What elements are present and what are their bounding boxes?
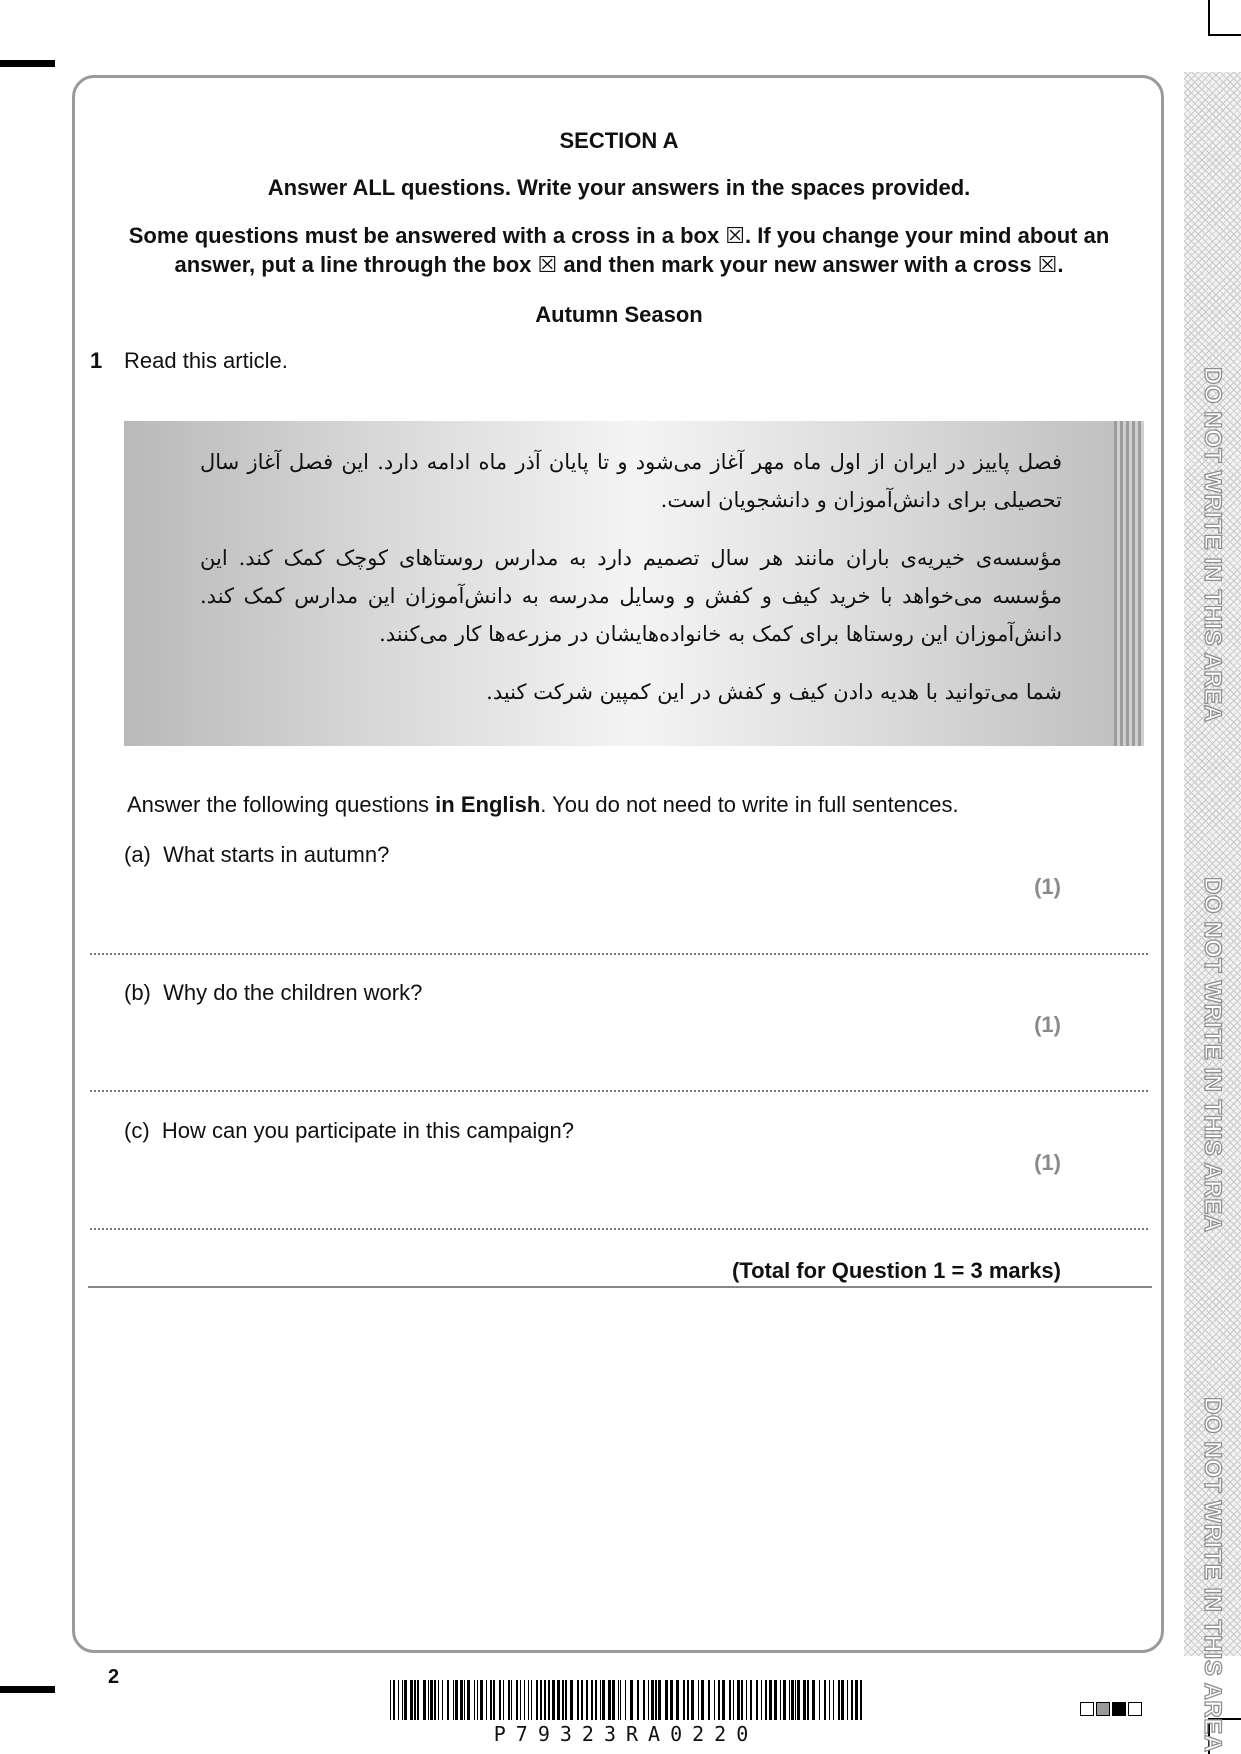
instruction-before: Answer the following questions — [127, 792, 436, 817]
total-rule — [88, 1286, 1152, 1288]
section-title: SECTION A — [559, 128, 679, 153]
crop-mark-top-left — [0, 60, 55, 67]
barcode — [390, 1680, 862, 1720]
barcode-bar — [581, 1680, 583, 1720]
barcode-bar — [608, 1680, 611, 1720]
barcode-bar — [524, 1680, 525, 1720]
article-paragraph-1: فصل پاییز در ایران از اول ماه مهر آغاز می‌شود و تا پایان آذر ماه ادامه دارد. این فصل آغاز سال تحصیلی برای دانش‌آموزان و دانشجویان است. — [200, 450, 1062, 512]
barcode-bar — [434, 1680, 436, 1720]
instruction-answer-all: Answer ALL questions. Write your answers in the spaces provided. — [267, 175, 971, 200]
barcode-bar — [722, 1680, 725, 1720]
barcode-bar — [393, 1680, 395, 1720]
barcode-bar — [430, 1680, 433, 1720]
barcode-bar — [557, 1680, 560, 1720]
sub-question-c — [124, 1118, 574, 1144]
barcode-bar — [402, 1680, 403, 1720]
barcode-bar — [591, 1680, 593, 1720]
barcode-bar — [493, 1680, 495, 1720]
barcode-bar — [797, 1680, 800, 1720]
barcode-bar — [765, 1680, 767, 1720]
instruction-after: . You do not need to write in full sentences. — [540, 792, 959, 817]
barcode-bar — [562, 1680, 564, 1720]
barcode-bar — [687, 1680, 689, 1720]
barcode-bar — [390, 1680, 391, 1720]
marks-c: (1) — [1034, 1150, 1061, 1175]
barcode-bar — [729, 1680, 731, 1720]
barcode-bar — [528, 1680, 529, 1720]
key-square-empty — [1128, 1702, 1142, 1716]
barcode-bar — [643, 1680, 645, 1720]
barcode-bar — [548, 1680, 550, 1720]
barcode-bar — [477, 1680, 478, 1720]
barcode-bar — [570, 1680, 573, 1720]
article-box — [124, 421, 1144, 746]
barcode-bar — [651, 1680, 654, 1720]
barcode-bar — [648, 1680, 649, 1720]
barcode-bar — [655, 1680, 657, 1720]
instruction-cross-line-2: answer, put a line through the box ☒ and then mark your new answer with a cross ☒. — [174, 252, 1064, 277]
total-marks: (Total for Question 1 = 3 marks) — [731, 1258, 1061, 1283]
barcode-bar — [718, 1680, 720, 1720]
instruction-cross-line-1: Some questions must be answered with a cross in a box ☒. If you change your mind about an — [128, 223, 1110, 248]
barcode-bar — [803, 1680, 806, 1720]
sub-question-label: (b) — [124, 980, 151, 1005]
barcode-bar — [423, 1680, 426, 1720]
barcode-bar — [602, 1680, 605, 1720]
barcode-bar — [490, 1680, 492, 1720]
barcode-bar — [486, 1680, 487, 1720]
barcode-bar — [540, 1680, 542, 1720]
barcode-bar — [691, 1680, 694, 1720]
barcode-bar — [511, 1680, 512, 1720]
barcode-bar — [847, 1680, 848, 1720]
barcode-bar — [714, 1680, 715, 1720]
barcode-bar — [464, 1680, 465, 1720]
barcode-bar — [851, 1680, 853, 1720]
sub-question-text: Why do the children work? — [163, 980, 423, 1005]
barcode-bar — [474, 1680, 475, 1720]
barcode-bar — [819, 1680, 820, 1720]
barcode-bar — [508, 1680, 510, 1720]
article-paragraph-3: شما می‌توانید با هدیه دادن کیف و کفش در این کمپین شرکت کنید. — [486, 680, 1062, 704]
barcode-bar — [737, 1680, 740, 1720]
article-box-edge — [1114, 421, 1144, 746]
barcode-bar — [447, 1680, 449, 1720]
barcode-bar — [855, 1680, 858, 1720]
barcode-bar — [398, 1680, 399, 1720]
barcode-bar — [683, 1680, 685, 1720]
barcode-bar — [625, 1680, 626, 1720]
article-text — [200, 443, 1062, 731]
barcode-bar — [499, 1680, 501, 1720]
barcode-bar — [698, 1680, 699, 1720]
question-prompt: Read this article. — [124, 348, 288, 373]
answer-line-a[interactable] — [90, 953, 1148, 955]
marks-a: (1) — [1034, 874, 1061, 899]
barcode-bar — [838, 1680, 840, 1720]
answer-line-c[interactable] — [90, 1228, 1148, 1230]
barcode-bar — [791, 1680, 794, 1720]
barcode-bar — [701, 1680, 704, 1720]
barcode-bar — [769, 1680, 772, 1720]
sub-question-label: (a) — [124, 842, 151, 867]
barcode-bar — [841, 1680, 844, 1720]
barcode-bar — [595, 1680, 597, 1720]
barcode-bar — [829, 1680, 830, 1720]
sub-question-b — [124, 980, 422, 1006]
barcode-bar — [467, 1680, 470, 1720]
barcode-bar — [544, 1680, 546, 1720]
crop-mark-top-right-h — [1208, 34, 1241, 36]
sub-question-text: How can you participate in this campaign? — [161, 1118, 575, 1143]
crop-mark-bottom-left — [0, 1686, 55, 1693]
barcode-bar — [637, 1680, 639, 1720]
barcode-bar — [438, 1680, 439, 1720]
barcode-bar — [860, 1680, 862, 1720]
barcode-bar — [460, 1680, 463, 1720]
barcode-bar — [750, 1680, 752, 1720]
barcode-bar — [741, 1680, 743, 1720]
key-square-grey — [1096, 1702, 1110, 1716]
marks-b: (1) — [1034, 1012, 1061, 1037]
barcode-bar — [414, 1680, 416, 1720]
barcode-bar — [516, 1680, 518, 1720]
question-number: 1 — [90, 348, 103, 373]
answer-line-b[interactable] — [90, 1090, 1148, 1092]
barcode-bar — [536, 1680, 538, 1720]
barcode-bar — [455, 1680, 458, 1720]
barcode-bar — [586, 1680, 588, 1720]
barcode-bar — [658, 1680, 661, 1720]
barcode-bar — [665, 1680, 668, 1720]
instruction-emphasis: in English — [435, 792, 541, 817]
barcode-bar — [531, 1680, 532, 1720]
barcode-bar — [780, 1680, 781, 1720]
barcode-bar — [774, 1680, 777, 1720]
topic-title: Autumn Season — [535, 302, 703, 327]
barcode-bar — [428, 1680, 429, 1720]
barcode-bar — [618, 1680, 619, 1720]
barcode-bar — [807, 1680, 809, 1720]
barcode-bar — [795, 1680, 796, 1720]
barcode-bar — [833, 1680, 834, 1720]
barcode-bar — [824, 1680, 826, 1720]
sub-question-text: What starts in autumn? — [163, 842, 390, 867]
barcode-text: P79323RA0220 — [493, 1722, 759, 1746]
page-key-squares — [1080, 1702, 1142, 1716]
barcode-bar — [676, 1680, 679, 1720]
key-square-empty — [1080, 1702, 1094, 1716]
barcode-bar — [708, 1680, 710, 1720]
barcode-bar — [670, 1680, 673, 1720]
barcode-bar — [620, 1680, 621, 1720]
barcode-bar — [552, 1680, 555, 1720]
barcode-bar — [630, 1680, 633, 1720]
sub-question-a — [124, 842, 389, 868]
crop-mark-top-right-v — [1208, 0, 1210, 36]
sub-question-label: (c) — [124, 1118, 150, 1143]
barcode-bar — [756, 1680, 758, 1720]
barcode-bar — [789, 1680, 790, 1720]
barcode-bar — [442, 1680, 443, 1720]
barcode-bar — [417, 1680, 419, 1720]
barcode-bar — [612, 1680, 615, 1720]
barcode-bar — [746, 1680, 747, 1720]
barcode-bar — [520, 1680, 521, 1720]
barcode-bar — [600, 1680, 601, 1720]
barcode-bar — [453, 1680, 454, 1720]
barcode-bar — [733, 1680, 734, 1720]
answer-instruction — [127, 792, 959, 818]
barcode-bar — [503, 1680, 504, 1720]
barcode-bar — [761, 1680, 762, 1720]
barcode-bar — [404, 1680, 407, 1720]
barcode-bar — [565, 1680, 567, 1720]
article-paragraph-2: مؤسسه‌ی خیریه‌ی باران مانند هر سال تصمیم دارد به مدارس روستاهای کوچک کمک کند. این مؤسسه می‌خواهد با خرید کیف و کفش و وسایل مدرسه به دانش‌آموزان این مدارس کمک کند. دانش‌آموزان این روستاها برای کمک به خانواده‌هایشان در مزرعه‌ها کار می‌کنند. — [200, 546, 1062, 646]
barcode-bar — [783, 1680, 786, 1720]
barcode-bar — [410, 1680, 413, 1720]
barcode-bar — [577, 1680, 579, 1720]
barcode-bar — [812, 1680, 815, 1720]
key-square-black — [1112, 1702, 1126, 1716]
page-number: 2 — [108, 1666, 120, 1688]
barcode-bar — [480, 1680, 483, 1720]
